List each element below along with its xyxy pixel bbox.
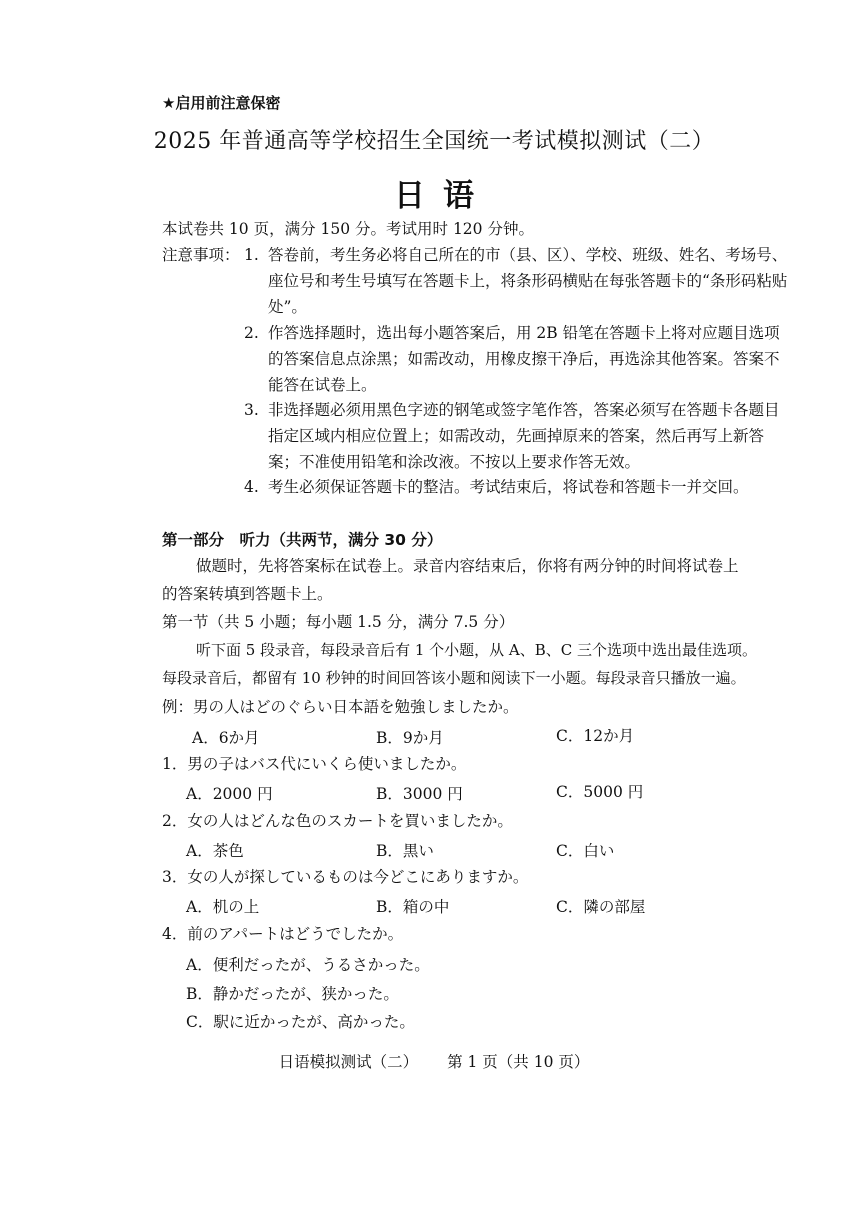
notice-item-4: 考生必须保证答题卡的整洁。考试结束后，将试卷和答题卡一并交回。 [268, 478, 749, 496]
subject-title: 日语 [394, 178, 492, 214]
notice-item-3: 非选择题必须用黑色字迹的钢笔或签字笔作答，答案必须写在答题卡各题目指定区域内相应位置上；如需改动，先画掉原来的答案，然后再写上新答案；不准使用铅笔和涂改液。不按以上要求作答无效。 [268, 401, 780, 471]
notice-item-1-num: 1. [244, 246, 259, 264]
question-3-option-a: A．机の上 [186, 898, 260, 916]
notice-item-3-num: 3. [244, 401, 259, 419]
example-option-b: B．9か月 [376, 729, 444, 747]
notice-item-2: 作答选择题时，选出每小题答案后，用 2B 铅笔在答题卡上将对应题目选项的答案信息点涂黑；如需改动，用橡皮擦干净后，再选涂其他答案。答案不能答在试卷上。 [268, 324, 780, 394]
section1-line1: 听下面 5 段录音，每段录音后有 1 个小题，从 A、B、C 三个选项中选出最佳选项。 [196, 641, 758, 659]
question-1-option-a: A．2000 円 [186, 785, 273, 803]
question-3: 3．女の人が探しているものは今どこにありますか。 [162, 868, 529, 886]
section1-heading: 第一节（共 5 小题；每小题 1.5 分，满分 7.5 分） [162, 613, 515, 631]
question-2-option-a: A．茶色 [186, 842, 244, 860]
question-3-option-b: B．箱の中 [376, 898, 450, 916]
question-3-option-c: C．隣の部屋 [556, 898, 646, 916]
question-1-option-b: B．3000 円 [376, 785, 463, 803]
notice-label: 注意事项： [162, 246, 240, 264]
example-option-c: C．12か月 [556, 727, 635, 745]
question-1: 1．男の子はバス代にいくら使いましたか。 [162, 755, 467, 773]
question-4: 4．前のアパートはどうでしたか。 [162, 925, 404, 943]
page-footer [0, 1050, 868, 1072]
exam-intro: 本试卷共 10 页，满分 150 分。考试用时 120 分钟。 [162, 220, 534, 238]
notice-item-2-num: 2. [244, 324, 259, 342]
question-2: 2．女の人はどんな色のスカートを買いましたか。 [162, 812, 513, 830]
question-2-option-b: B．黒い [376, 842, 434, 860]
question-2-option-c: C．白い [556, 842, 615, 860]
part1-instruction-line2: 的答案转填到答题卡上。 [162, 585, 333, 603]
exam-title: 2025 年普通高等学校招生全国统一考试模拟测试（二） [153, 129, 715, 154]
section1-line2: 每段录音后，都留有 10 秒钟的时间回答该小题和阅读下一小题。每段录音只播放一遍。 [162, 669, 746, 687]
question-4-option-b: B．静かだったが、狭かった。 [186, 985, 399, 1003]
notice-item-4-num: 4. [244, 478, 259, 496]
part1-heading: 第一部分 听力（共两节，满分 30 分） [162, 531, 443, 549]
question-4-option-a: A．便利だったが、うるさかった。 [186, 956, 430, 974]
footer-title: 日语模拟测试（二） [278, 1053, 419, 1071]
confidential-label: ★启用前注意保密 [162, 94, 281, 112]
example-option-a: A．6か月 [192, 729, 260, 747]
example-question: 例：男の人はどのぐらい日本語を勉強しましたか。 [162, 698, 519, 716]
question-4-option-c: C．駅に近かったが、高かった。 [186, 1013, 415, 1031]
footer-page-number: 第 1 页（共 10 页） [447, 1053, 590, 1071]
part1-instruction-line1: 做题时，先将答案标在试卷上。录音内容结束后，你将有两分钟的时间将试卷上 [196, 557, 739, 575]
notice-item-1: 答卷前，考生务必将自己所在的市（县、区）、学校、班级、姓名、考场号、座位号和考生号填写在答题卡上，将条形码横贴在每张答题卡的“条形码粘贴处”。 [268, 246, 788, 316]
question-1-option-c: C．5000 円 [556, 783, 644, 801]
